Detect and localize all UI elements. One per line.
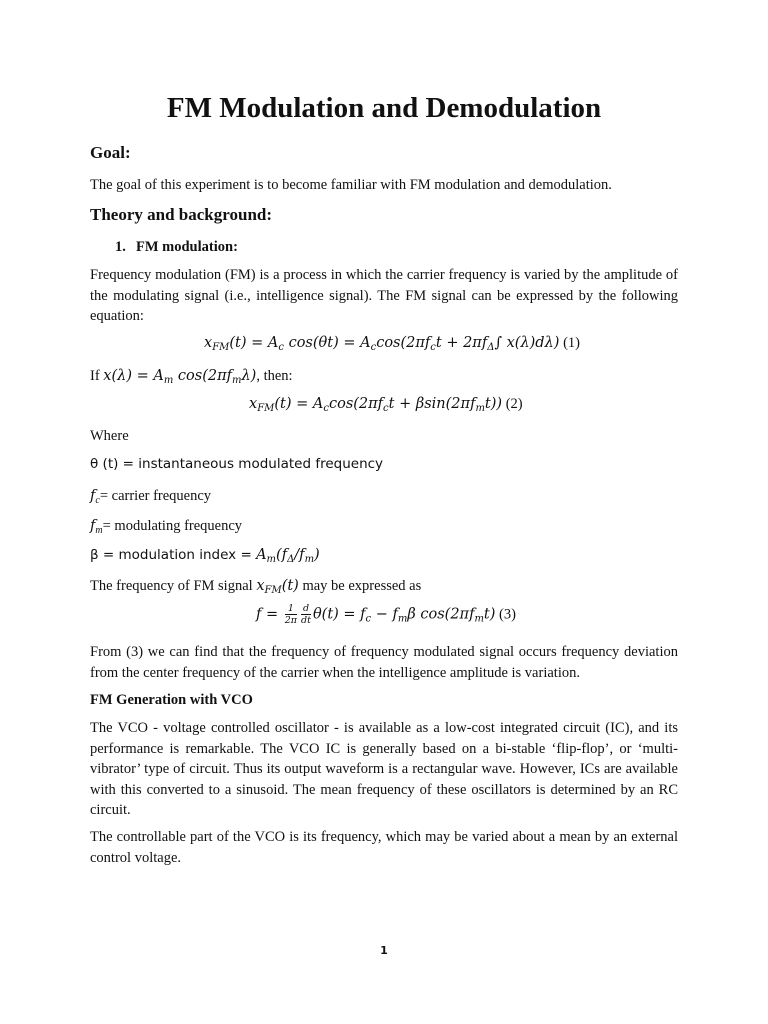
equation-2: $x_{FM}(t) = A_c\cos(2\pi f_ct + \beta\sin(2\pi f_mt))$ (2) — [249, 396, 523, 414]
vco-paragraph-1: The VCO - voltage controlled oscillator - is available as a low-cost integrated circuit (IC), and its performance is remarkable. The VCO IC is generally based on a bi-stable ‘flip-flop’, or ‘multi-vibrator’ type of circuit. Thus its output waveform is a rectangular wave. However, ICs are available with this converted to a sinusoid. The mean frequency of these oscillators is determined by an RC circuit. — [90, 720, 678, 818]
fraction-d-over-dt: $\frac{d}{dt}$ — [301, 603, 311, 626]
equation-1: $x_{FM}(t) = A_c$ $\cos(\theta t) = A_c\cos(2\pi f_ct + 2\pi f_\Delta\int$ x(λ)dλ) (1) — [204, 335, 580, 353]
frequency-line: The frequency of FM signal $x_{FM}(t)$ may be expressed as — [90, 578, 422, 596]
vco-paragraph-2: The controllable part of the VCO is its frequency, which may be varied about a mean by an external control voltage. — [90, 829, 678, 866]
goal-text: The goal of this experiment is to become familiar with FM modulation and demodulation. — [90, 177, 612, 193]
goal-heading: Goal: — [90, 143, 131, 162]
section1-heading: FM modulation: — [136, 239, 238, 255]
definition-theta: θ (t) = instantaneous modulated frequency — [90, 456, 384, 472]
definition-fm: $f_m=$ modulating frequency — [90, 518, 243, 536]
page-title: FM Modulation and Demodulation — [166, 92, 602, 124]
equation-3: f = $\frac{1}{2\pi}$ $\frac{d}{dt}$ $\theta(t) = f_c - f_m\beta$ $\cos(2\pi f_mt)$ (3) — [256, 603, 516, 626]
equation-1-label: (1) — [559, 335, 580, 351]
equation-2-label: (2) — [502, 396, 523, 412]
vco-heading: FM Generation with VCO — [90, 692, 253, 708]
definition-fc: $f_c=$ carrier frequency — [90, 488, 212, 506]
definition-beta: β = modulation index = $A_m(f_\Delta/f_m)$ — [90, 547, 320, 565]
section1-number: 1. — [115, 239, 126, 255]
page-number: 1 — [380, 944, 388, 957]
intro-paragraph: Frequency modulation (FM) is a process in which the carrier frequency is varied by the amplitude of the modulating signal (i.e., intelligence signal). The FM signal can be expressed by the following equation: — [90, 267, 678, 324]
theory-heading: Theory and background: — [90, 205, 273, 224]
equation-3-label: (3) — [495, 606, 516, 623]
fraction-1-over-2pi: $\frac{1}{2\pi}$ — [284, 603, 298, 626]
from3-paragraph: From (3) we can find that the frequency of frequency modulated signal occurs frequency deviation from the center frequency of the carrier when the intelligence amplitude is variation. — [90, 644, 678, 681]
if-line: If $x(\lambda) = A_m$ $\cos(2\pi f_m\lambda)$, then: — [90, 368, 293, 386]
where-label: Where — [90, 428, 129, 444]
